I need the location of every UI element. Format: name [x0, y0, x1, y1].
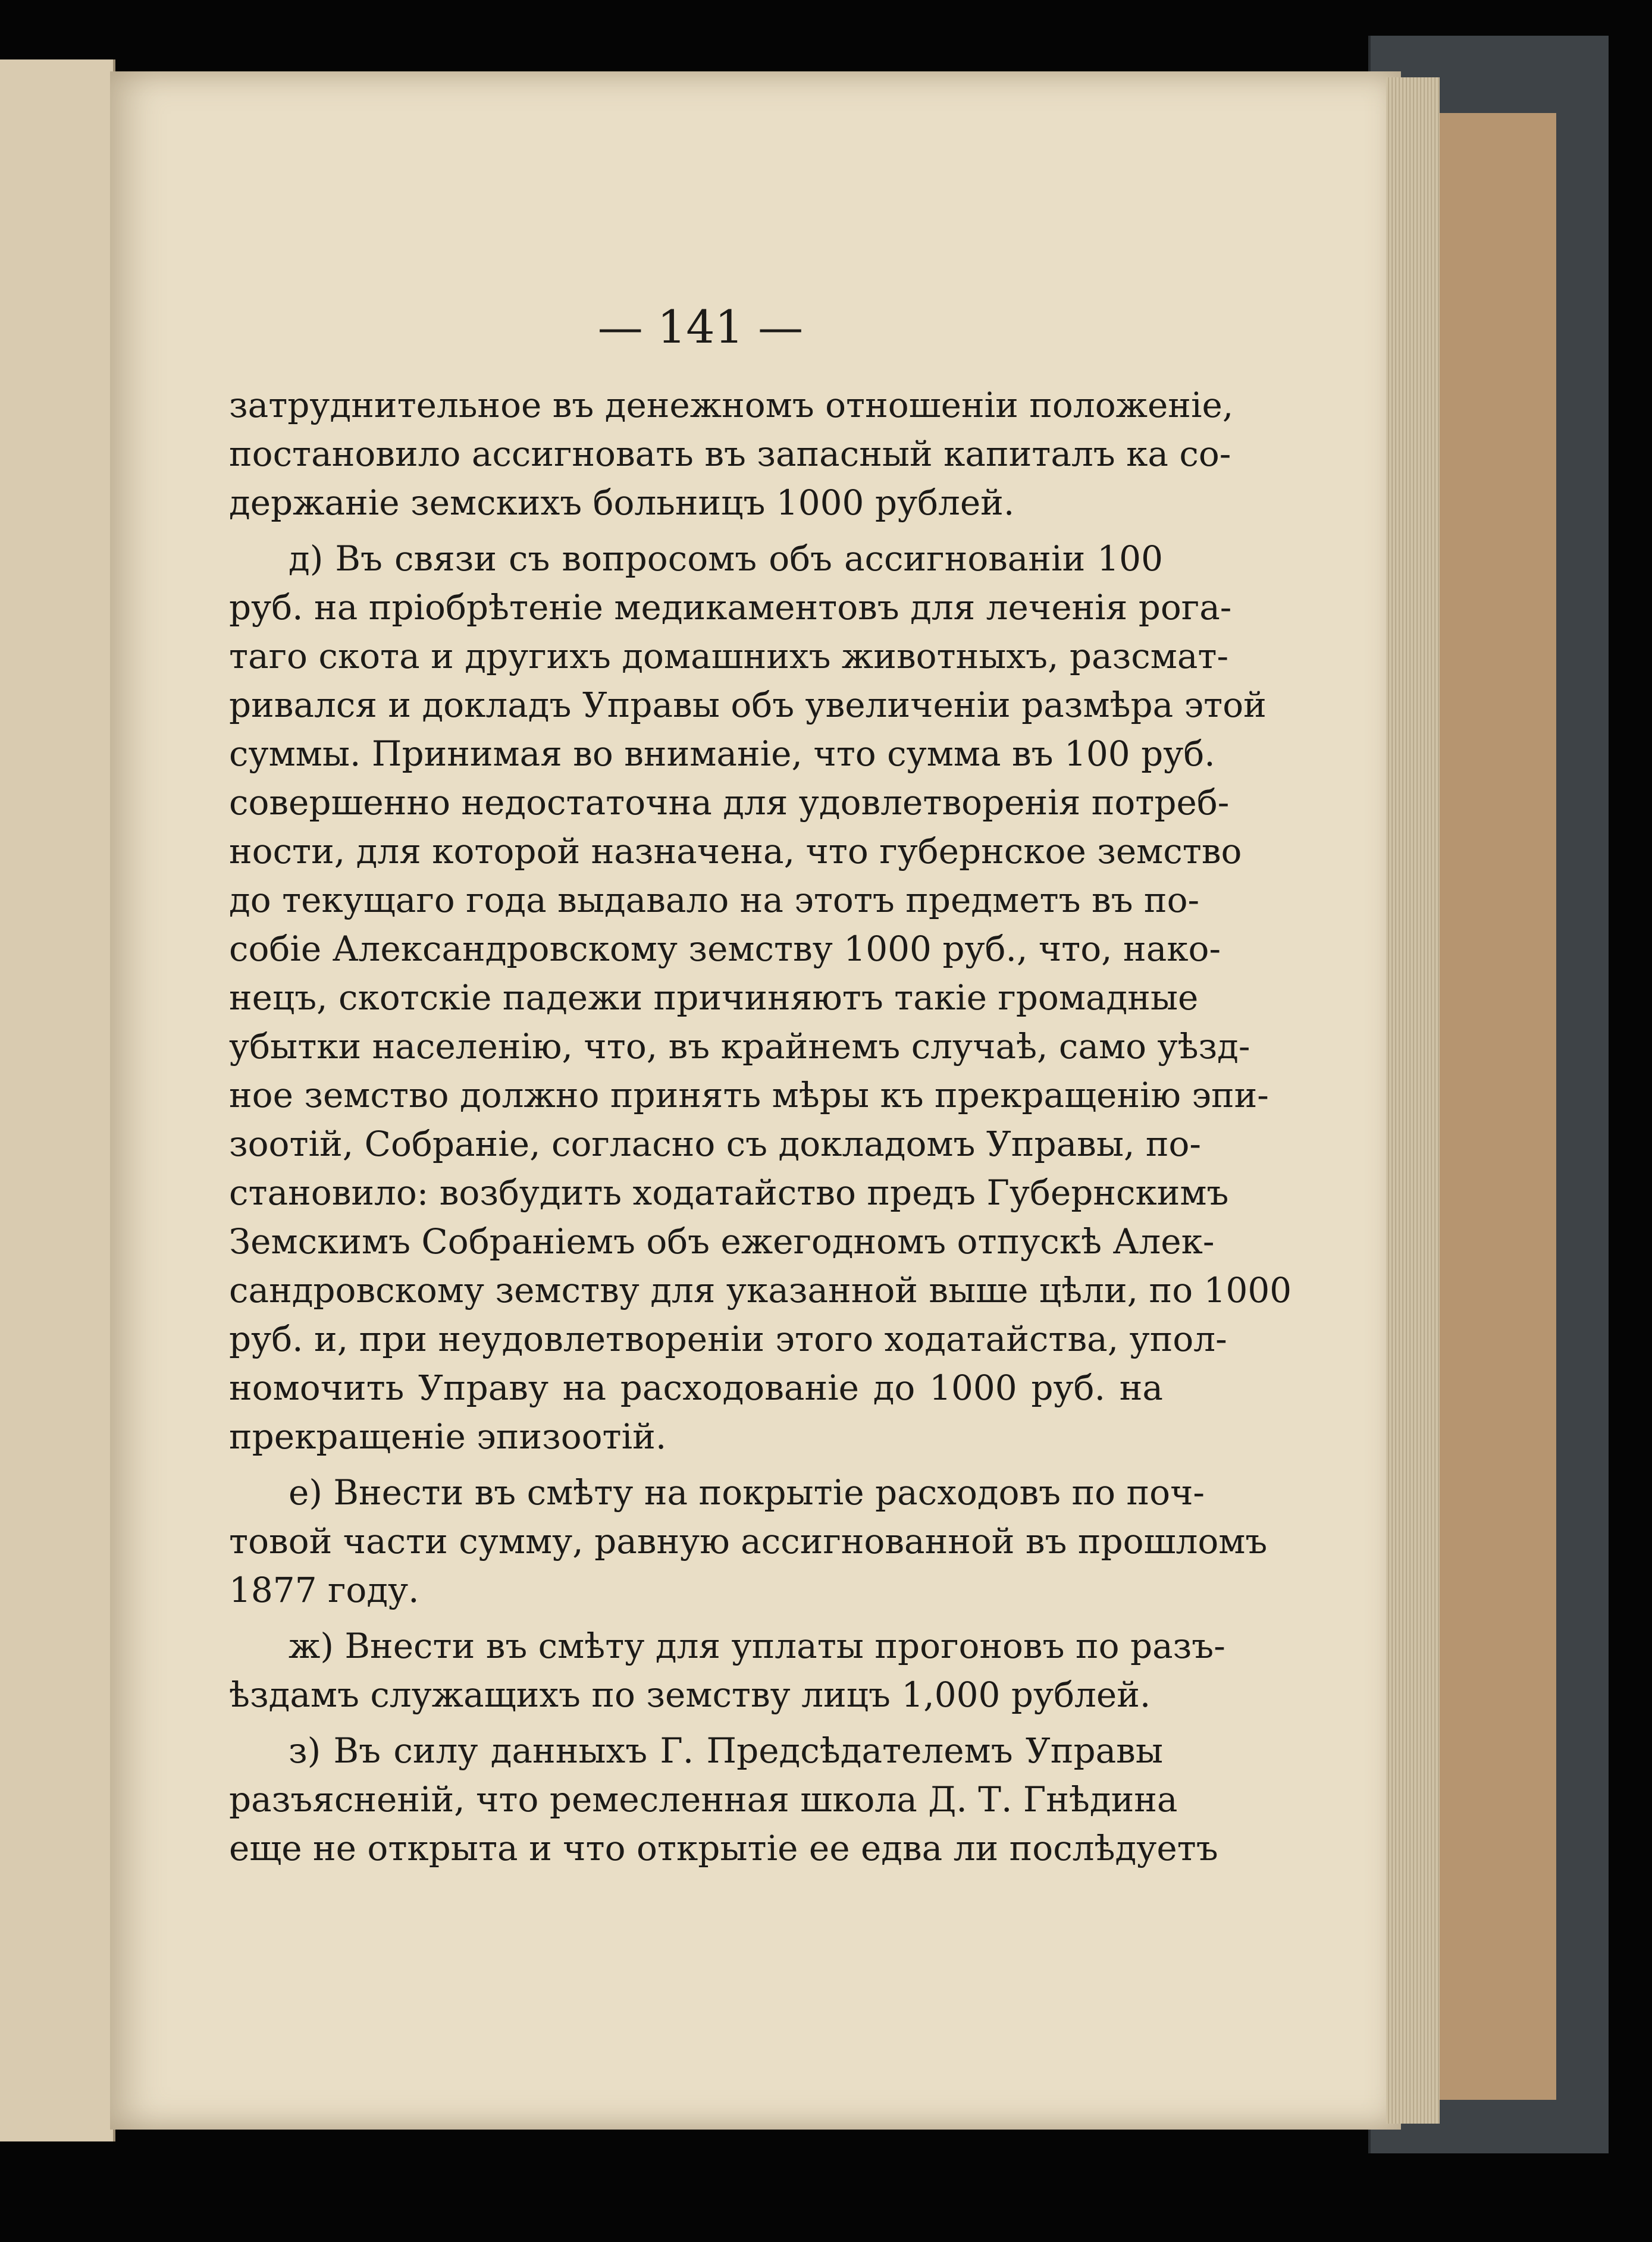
text-line: держаніе земскихъ больницъ 1000 рублей.: [229, 482, 1015, 523]
page-stack-edge: [1386, 77, 1440, 2124]
page-number: — 141 —: [597, 300, 804, 353]
text-line: номочить Управу на расходованіе до 1000 руб. на: [229, 1368, 1163, 1408]
text-line: руб. и, при неудовлетвореніи этого ходатайства, упол-: [229, 1319, 1227, 1359]
text-line: Земскимъ Собраніемъ объ ежегодномъ отпускѣ Алек-: [229, 1221, 1215, 1262]
text-line: до текущаго года выдавало на этотъ предметъ въ по-: [229, 880, 1200, 920]
text-line: з) Въ силу данныхъ Г. Предсѣдателемъ Управы: [289, 1730, 1163, 1771]
text-line: разъясненій, что ремесленная школа Д. Т. Гнѣдина: [229, 1779, 1178, 1820]
text-line: ж) Внести въ смѣту для уплаты прогоновъ по разъ-: [289, 1626, 1225, 1666]
text-line: собіе Александровскому земству 1000 руб., что, нако-: [229, 929, 1221, 969]
text-line: товой части сумму, равную ассигнованной въ прошломъ: [229, 1521, 1268, 1561]
text-line: сандровскому земству для указанной выше цѣли, по 1000: [229, 1270, 1292, 1310]
text-line: ное земство должно принять мѣры къ прекращенію эпи-: [229, 1075, 1269, 1115]
text-line: прекращеніе эпизоотій.: [229, 1416, 667, 1457]
left-page-edge: [0, 59, 115, 2141]
text-line: ности, для которой назначена, что губернское земство: [229, 831, 1242, 871]
page-text: [229, 381, 1292, 1873]
text-line: становило: возбудить ходатайство предъ Губернскимъ: [229, 1172, 1229, 1213]
text-line: затруднительное въ денежномъ отношеніи положеніе,: [229, 385, 1234, 425]
text-line: постановило ассигновать въ запасный капиталъ ка со-: [229, 434, 1231, 474]
text-line: нецъ, скотскіе падежи причиняютъ такіе громадные: [229, 977, 1199, 1018]
cover-inner-card: [1434, 113, 1556, 2100]
text-line: 1877 году.: [229, 1570, 419, 1610]
text-line: ѣздамъ служащихъ по земству лицъ 1,000 рублей.: [229, 1675, 1151, 1715]
text-line: е) Внести въ смѣту на покрытіе расходовъ по поч-: [289, 1472, 1205, 1513]
text-line: суммы. Принимая во вниманіе, что сумма въ 100 руб.: [229, 733, 1215, 774]
text-line: руб. на пріобрѣтеніе медикаментовъ для леченія рога-: [229, 587, 1232, 628]
text-line: таго скота и другихъ домашнихъ животныхъ, разсмат-: [229, 636, 1229, 676]
text-line: ривался и докладъ Управы объ увеличеніи размѣра этой: [229, 685, 1267, 725]
text-line: еще не открыта и что открытіе ее едва ли послѣдуетъ: [229, 1828, 1218, 1868]
text-line: д) Въ связи съ вопросомъ объ ассигнованіи 100: [289, 538, 1163, 579]
text-line: совершенно недостаточна для удовлетворенія потреб-: [229, 782, 1230, 823]
text-line: убытки населенію, что, въ крайнемъ случаѣ, само уѣзд-: [229, 1026, 1250, 1067]
text-line: зоотій, Собраніе, согласно съ докладомъ Управы, по-: [229, 1124, 1202, 1164]
